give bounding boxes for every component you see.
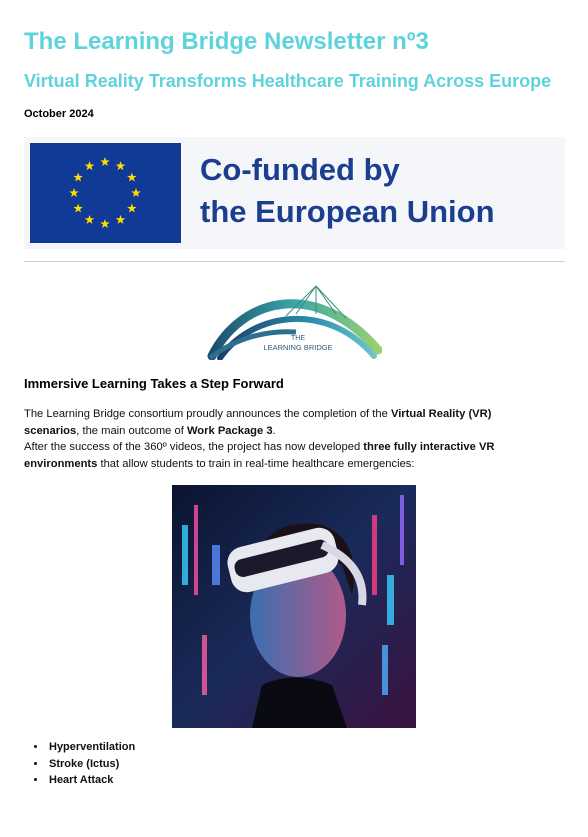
eu-flag-icon: [30, 143, 181, 243]
article-heading: Immersive Learning Takes a Step Forward: [24, 376, 284, 391]
learning-bridge-logo: [206, 278, 382, 360]
p2-text-a: After the success of the 360º videos, the project has now developed: [24, 441, 364, 453]
cofunded-line-1: Co-funded by: [200, 152, 400, 187]
issue-date: October 2024: [24, 108, 94, 120]
p2-text-c: that allow students to train in real-time healthcare emergencies:: [97, 457, 415, 470]
newsletter-title: The Learning Bridge Newsletter nº3: [24, 28, 429, 55]
scenario-list: [22, 739, 135, 789]
logo-text-the: THE: [291, 335, 305, 342]
list-item: • Heart Attack: [47, 772, 135, 789]
p2-bold-env: three fully interactive VR environments: [24, 441, 495, 470]
p1-text-a: The Learning Bridge consortium proudly announces the completion of the: [24, 408, 391, 420]
article-body: [24, 406, 544, 472]
divider: [24, 261, 565, 262]
eu-cofunded-banner: [24, 137, 565, 249]
cofunded-line-2: the European Union: [200, 194, 495, 229]
p1-bold-vr: Virtual Reality (VR) scenarios: [24, 408, 492, 437]
logo-text-name: LEARNING BRIDGE: [263, 343, 333, 352]
p1-bold-wp: Work Package 3: [186, 424, 273, 437]
list-item: • Hyperventilation: [47, 739, 135, 756]
cofunded-text: [200, 149, 495, 233]
p1-text-c: , the main outcome of: [76, 424, 187, 437]
p1-text-e: .: [272, 424, 276, 437]
list-item: • Stroke (Ictus): [47, 756, 135, 773]
vr-headset-photo: [172, 485, 416, 728]
newsletter-subtitle: Virtual Reality Transforms Healthcare Training Across Europe: [24, 71, 552, 91]
